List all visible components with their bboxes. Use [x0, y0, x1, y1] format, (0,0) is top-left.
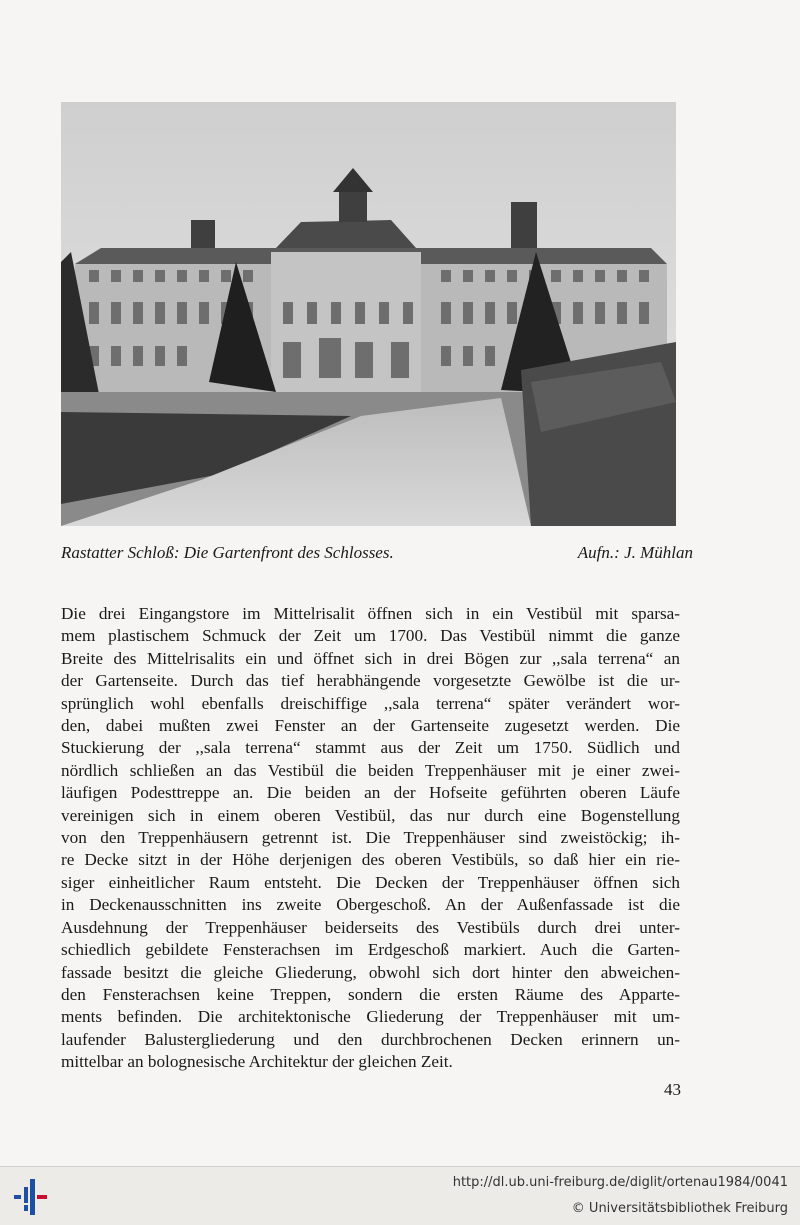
source-url-link[interactable]: http://dl.ub.uni-freiburg.de/diglit/ortenau1984/0041	[452, 1175, 788, 1190]
body-line: Ausdehnung der Treppenhäuser beiderseits des Vestibüls durch drei unter-	[61, 917, 680, 937]
body-line: vereinigen sich in einem oberen Vestibül, das nur durch eine Bogenstellung	[61, 805, 680, 825]
page-number: 43	[664, 1080, 681, 1099]
body-line: re Decke sitzt in der Höhe derjenigen des oberen Vestibüls, so daß hier ein rie-	[61, 850, 680, 870]
body-line: den Fensterachsen keine Treppen, sondern die ersten Räume des Apparte-	[61, 984, 680, 1004]
body-line: der Gartenseite. Durch das tief herabhängende vorgesetzte Gewölbe ist die ur-	[61, 671, 680, 691]
library-logo-icon	[10, 1177, 50, 1217]
body-line: schiedlich gebildete Fensterachsen im Erdgeschoß markiert. Auch die Garten-	[61, 940, 680, 960]
body-line: in Deckenausschnitten ins zweite Obergeschoß. An der Außenfassade ist die	[61, 895, 680, 915]
body-line: nördlich schließen an das Vestibül die beiden Treppenhäuser mit je einer zwei-	[61, 760, 680, 780]
castle-photo	[61, 102, 676, 526]
body-line: läufigen Podesttreppe an. Die beiden an der Hofseite geführten oberen Läufe	[61, 783, 680, 803]
body-line: siger einheitlicher Raum entsteht. Die Decken der Treppenhäuser öffnen sich	[61, 872, 680, 892]
caption-title: Rastatter Schloß: Die Gartenfront des Schlosses.	[61, 543, 394, 562]
castle-photo-illustration	[61, 102, 676, 526]
caption-credit: Aufn.: J. Mühlan	[577, 543, 693, 562]
body-line: den, dabei mußten zwei Fenster an der Gartenseite zugesetzt werden. Die	[61, 716, 680, 736]
body-line: ments befinden. Die architektonische Gliederung der Treppenhäuser mit um-	[61, 1007, 680, 1027]
body-line: mittelbar an bolognesische Architektur der gleichen Zeit.	[61, 1052, 453, 1072]
body-line: mem plastischem Schmuck der Zeit um 1700. Das Vestibül nimmt die ganze	[61, 626, 680, 646]
body-line: Stuckierung der ,,sala terrena“ stammt aus der Zeit um 1750. Südlich und	[61, 738, 680, 758]
body-line: fassade besitzt die gleiche Gliederung, obwohl sich dort hinter den abweichen-	[61, 962, 680, 982]
copyright-notice: © Universitätsbibliothek Freiburg	[571, 1201, 788, 1216]
body-line: von den Treppenhäusern getrennt ist. Die Treppenhäuser sind zweistöckig; ih-	[61, 828, 680, 848]
body-line: Die drei Eingangstore im Mittelrisalit öffnen sich in ein Vestibül mit sparsa-	[61, 604, 680, 623]
library-footer	[0, 1166, 800, 1225]
photo-caption	[61, 542, 693, 566]
body-line: Breite des Mittelrisalits ein und öffnet sich in drei Bögen zur ,,sala terrena“ an	[61, 648, 680, 668]
body-line: sprünglich wohl ebenfalls dreischiffige ,,sala terrena“ später verändert wor-	[61, 693, 680, 713]
body-paragraph	[61, 603, 680, 1074]
body-line: laufender Balustergliederung und den durchbrochenen Decken erinnern un-	[61, 1029, 680, 1049]
